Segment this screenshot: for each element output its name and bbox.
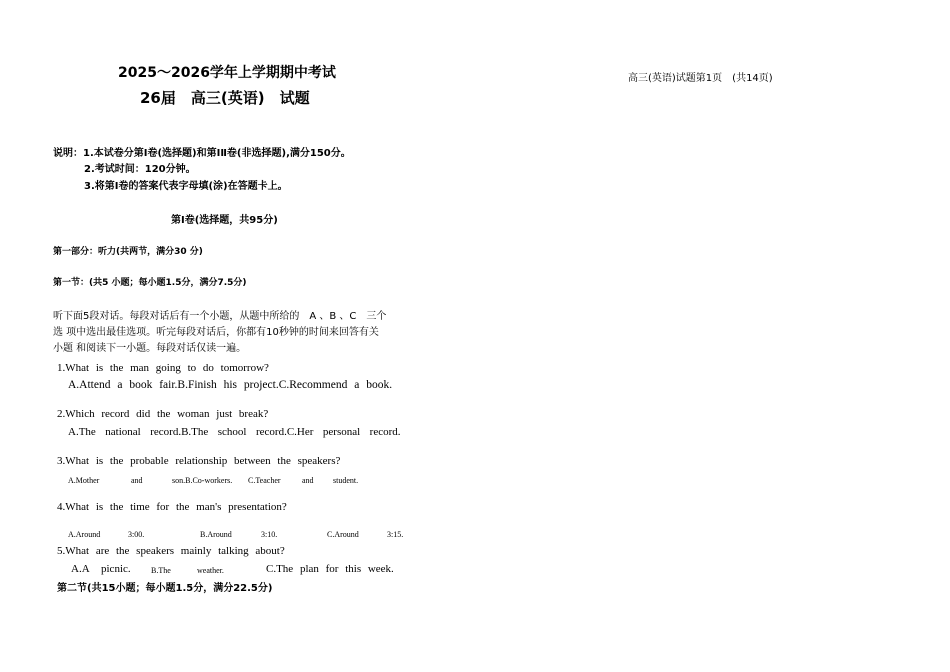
- question-5-option-a1: A.A: [71, 563, 90, 575]
- directions-line-2: 选 项中选出最佳选项。听完每段对话后，你都有10秒钟的时间来回答有关: [53, 327, 379, 338]
- section2-heading: 第二节(共15小题；每小题1.5分，满分22.5分): [57, 583, 273, 594]
- section1-directions: [53, 309, 433, 357]
- section1-heading: 第一节：(共5 小题；每小题1.5分，满分7.5分): [53, 278, 247, 288]
- page-info: 高三(英语)试题第1页 (共14页): [628, 73, 773, 84]
- question-3-option-b: son.B.Co-workers.: [172, 476, 233, 485]
- question-5-option-a2: picnic.: [101, 563, 131, 575]
- question-3-option-c2: and: [302, 476, 314, 485]
- question-4-option-b1: B.Around: [200, 530, 232, 539]
- directions-line-1: 听下面5段对话。每段对话后有一个小题，从题中所给的 A 、B 、C 三个: [53, 311, 387, 322]
- question-2-options: A.The national record.B.The school record.C.Her personal record.: [68, 426, 401, 438]
- question-2-stem: 2.Which record did the woman just break?: [57, 408, 269, 420]
- question-1-options: A.Attend a book fair.B.Finish his project.C.Recommend a book.: [68, 379, 393, 391]
- volume1-heading: 第Ⅰ卷(选择题，共95分): [171, 215, 278, 226]
- question-3-option-a1: A.Mother: [68, 476, 100, 485]
- exam-subtitle: 26届 高三(英语) 试题: [140, 89, 310, 107]
- question-3-stem: 3.What is the probable relationship between the speakers?: [57, 455, 341, 467]
- exam-title: 2025～2026学年上学期期中考试: [118, 65, 336, 81]
- instruction-line-3: 3.将第Ⅰ卷的答案代表字母填(涂)在答题卡上。: [84, 181, 288, 192]
- question-1-stem: 1.What is the man going to do tomorrow?: [57, 362, 269, 374]
- question-4-option-c2: 3:15.: [387, 530, 404, 539]
- instruction-line-2: 2.考试时间：120分钟。: [84, 164, 196, 175]
- question-5-option-c: C.The plan for this week.: [266, 563, 394, 575]
- question-3-option-c1: C.Teacher: [248, 476, 281, 485]
- part1-heading: 第一部分：听力(共两节，满分30 分): [53, 247, 203, 257]
- question-4-option-a2: 3:00.: [128, 530, 145, 539]
- instruction-line-1: 说明：1.本试卷分第Ⅰ卷(选择题)和第ⅠⅡ卷(非选择题),满分150分。: [53, 148, 351, 159]
- question-3-option-a2: and: [131, 476, 143, 485]
- directions-line-3: 小题 和阅读下一小题。每段对话仅读一遍。: [53, 343, 247, 354]
- question-4-option-c1: C.Around: [327, 530, 359, 539]
- question-5-option-b2: weather.: [197, 566, 224, 575]
- question-4-option-a1: A.Around: [68, 530, 101, 539]
- question-3-option-c3: student.: [333, 476, 359, 485]
- question-5-option-b1: B.The: [151, 566, 171, 575]
- question-4-stem: 4.What is the time for the man's presentation?: [57, 501, 287, 513]
- question-5-stem: 5.What are the speakers mainly talking about?: [57, 545, 285, 557]
- question-4-option-b2: 3:10.: [261, 530, 278, 539]
